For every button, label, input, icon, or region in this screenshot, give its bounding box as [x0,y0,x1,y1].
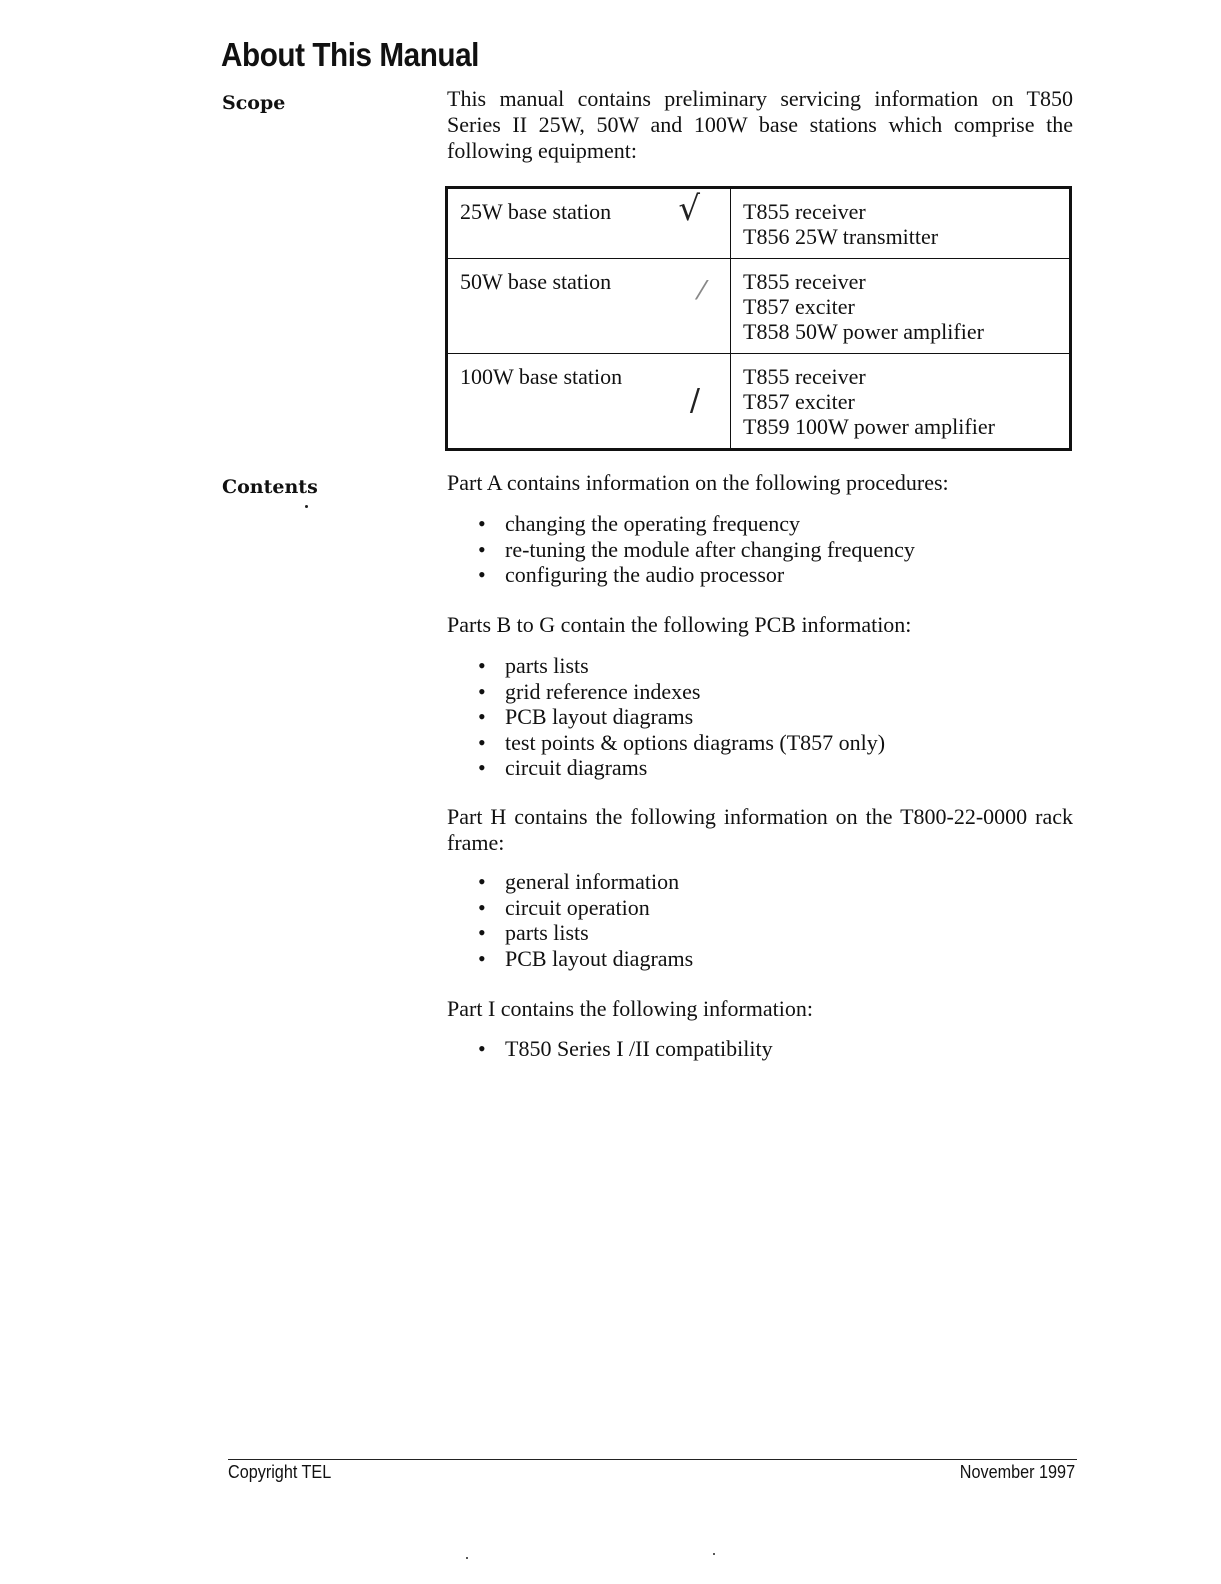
part-i-intro: Part I contains the following information: [447,996,813,1021]
part-i-list [478,1036,773,1062]
list-item: • parts lists [478,653,885,679]
list-item: • T850 Series I /II compatibility [478,1036,773,1062]
parts-b-g-intro: Parts B to G contain the following PCB information: [447,612,912,637]
scope-intro: This manual contains preliminary servicing information on T850 Series II 25W, 50W and 100W base stations which comprise the following equipment: [447,86,1073,163]
list-item: • parts lists [478,920,693,946]
station-name: 50W base station [460,269,612,294]
table-row [447,259,1071,354]
table-row [447,188,1071,259]
list-item: • general information [478,869,693,895]
footer-date: November 1997 [959,1462,1075,1482]
component-item: T858 50W power amplifier [743,319,984,344]
list-item: • configuring the audio processor [478,562,915,588]
component-item: T859 100W power amplifier [743,414,995,439]
component-item: T855 receiver [743,199,866,224]
footer-copyright: Copyright TEL [228,1462,332,1482]
page-title: About This Manual [221,36,479,74]
component-item: T855 receiver [743,269,866,294]
list-item: • circuit operation [478,895,693,921]
list-item: • changing the operating frequency [478,511,915,537]
station-cell [447,354,731,450]
contents-heading: Contents [222,476,318,498]
equipment-table [445,186,1072,451]
footer-rule [228,1459,1077,1460]
stray-dot [305,505,308,508]
station-cell [447,188,731,259]
check-mark-icon: √ [678,189,700,229]
tick-mark-icon: / [689,383,700,418]
scope-heading: Scope [222,92,286,114]
list-item: • PCB layout diagrams [478,946,693,972]
parts-b-g-list [478,653,885,781]
components-cell [731,354,1071,450]
table-row [447,354,1071,450]
stray-dot [466,1557,468,1559]
part-a-intro: Part A contains information on the following procedures: [447,470,949,495]
list-item: • test points & options diagrams (T857 only) [478,730,885,756]
station-name: 25W base station [460,199,612,224]
faint-tick-mark-icon: ⁄ [699,276,704,306]
station-cell [447,259,731,354]
component-item: T857 exciter [743,294,855,319]
part-a-list [478,511,915,588]
station-name: 100W base station [460,364,623,389]
list-item: • PCB layout diagrams [478,704,885,730]
components-cell [731,259,1071,354]
list-item: • grid reference indexes [478,679,885,705]
part-h-list [478,869,693,971]
stray-dot [713,1553,715,1555]
list-item: • re-tuning the module after changing frequency [478,537,915,563]
components-cell [731,188,1071,259]
component-item: T857 exciter [743,389,855,414]
part-h-intro: Part H contains the following information on the T800-22-0000 rack frame: [447,804,1073,855]
component-item: T856 25W transmitter [743,224,939,249]
list-item: • circuit diagrams [478,755,885,781]
component-item: T855 receiver [743,364,866,389]
